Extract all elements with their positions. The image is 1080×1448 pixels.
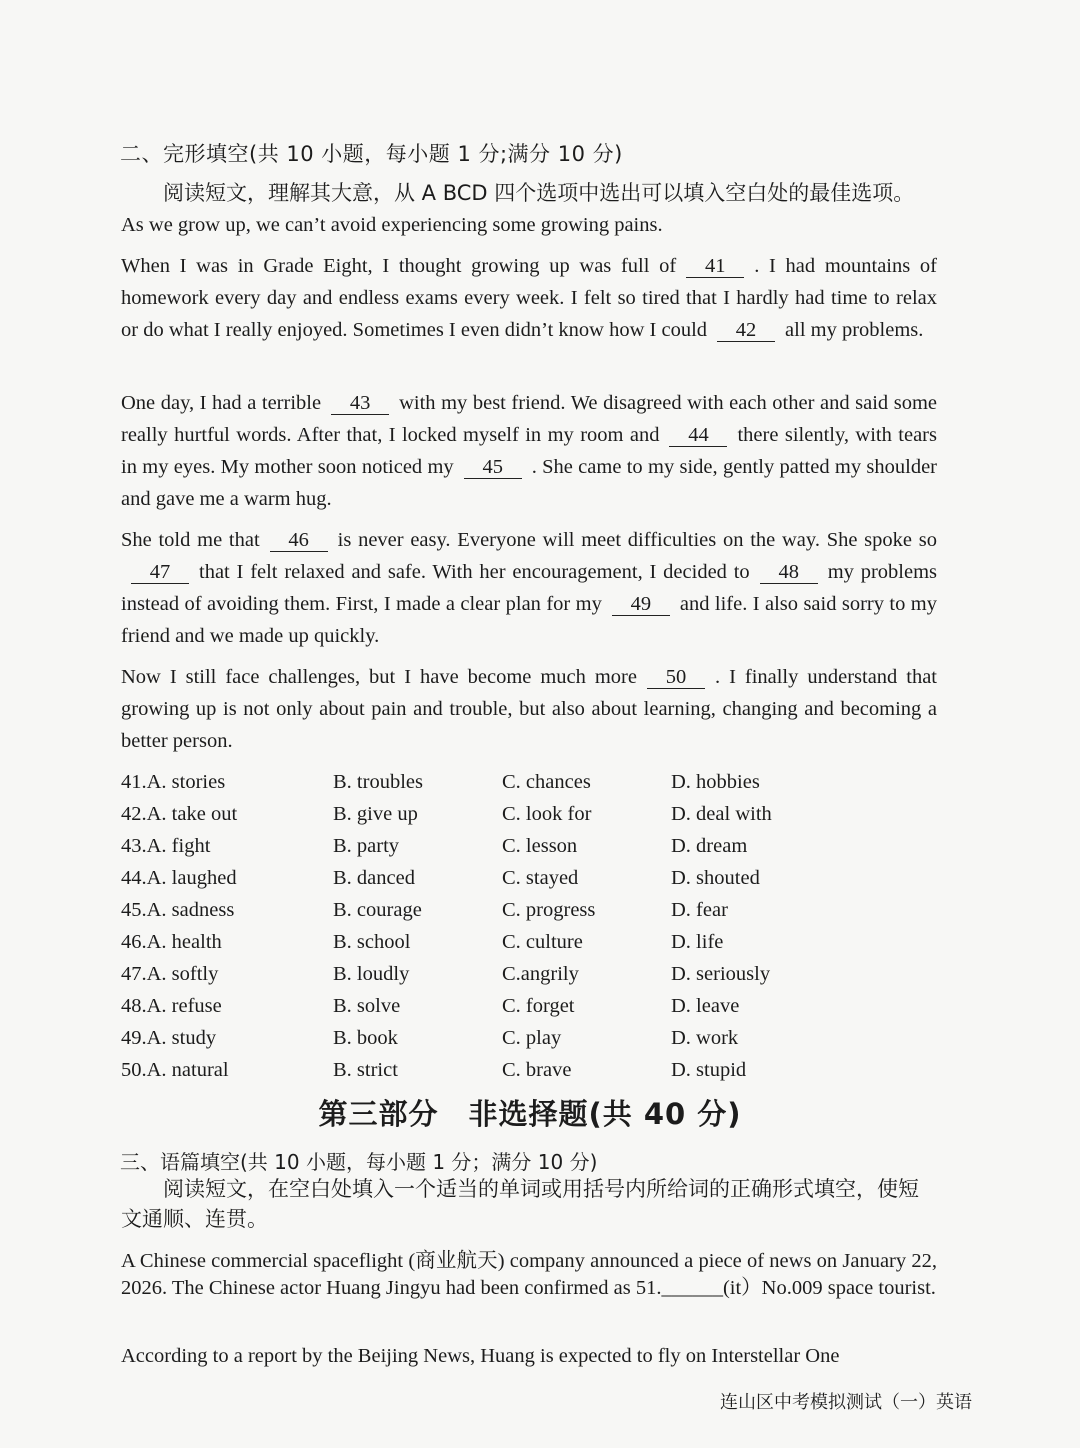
option-c: C. progress — [502, 899, 596, 921]
blank-47: 47 — [131, 561, 189, 584]
option-d: D. fear — [671, 899, 728, 921]
option-b: B. book — [333, 1027, 398, 1049]
text: is never easy. Everyone will meet difficulties on the way. She spoke so — [337, 529, 937, 551]
option-row-41 — [121, 766, 821, 798]
page-footer: 连山区中考模拟测试（一）英语 — [720, 1392, 972, 1413]
text: there silently, with tears in my eyes. My mother soon noticed my — [121, 424, 937, 478]
option-c: C. play — [502, 1027, 562, 1049]
blank-44: 44 — [669, 424, 727, 447]
option-row-45 — [121, 894, 821, 926]
option-c: C. stayed — [502, 867, 579, 889]
option-b: B. troubles — [333, 771, 423, 793]
option-b: B. solve — [333, 995, 401, 1017]
options-list — [121, 766, 821, 1086]
passage-intro: As we grow up, we can’t avoid experiencing some growing pains. — [121, 214, 663, 236]
text: . I had mountains of homework every day and endless exams every week. I felt so tired that I hardly had time to relax or do what I really enjoyed. Sometimes I even didn’t know how I could — [121, 255, 937, 341]
option-row-42 — [121, 798, 821, 830]
blank-48: 48 — [760, 561, 818, 584]
section-3-instruction: 阅读短文，在空白处填入一个适当的单词或用括号内所给词的正确形式填空，使短文通顺、连贯。 — [121, 1177, 919, 1231]
option-row-43 — [121, 830, 821, 862]
text: She told me that — [121, 529, 260, 551]
option-row-47 — [121, 958, 821, 990]
blank-45: 45 — [464, 456, 522, 479]
option-a: 43.A. fight — [121, 835, 211, 857]
option-c: C. chances — [502, 771, 591, 793]
option-a: 42.A. take out — [121, 803, 238, 825]
section-3-paragraph-1: A Chinese commercial spaceflight (商业航天) company announced a piece of news on January 22, 2026. The Chinese actor Huang Jingyu had been confirmed as 51.______(it）No.009 space tourist. — [121, 1250, 937, 1299]
option-b: B. give up — [333, 803, 418, 825]
option-row-48 — [121, 990, 821, 1022]
text: with my best friend. We disagreed with each other and said some really hurtful words. After that, I locked myself in my room and — [121, 392, 937, 446]
option-d: D. dream — [671, 835, 748, 857]
option-a: 50.A. natural — [121, 1059, 229, 1081]
option-c: C. brave — [502, 1059, 572, 1081]
blank-41: 41 — [686, 255, 744, 278]
option-b: B. loudly — [333, 963, 410, 985]
part-3-title: 第三部分 非选择题(共 40 分) — [318, 1097, 742, 1131]
option-a: 46.A. health — [121, 931, 222, 953]
option-d: D. seriously — [671, 963, 771, 985]
option-row-50 — [121, 1054, 821, 1086]
passage-paragraph-2 — [121, 387, 937, 515]
option-d: D. stupid — [671, 1059, 747, 1081]
option-row-49 — [121, 1022, 821, 1054]
option-a: 48.A. refuse — [121, 995, 222, 1017]
option-c: C.angrily — [502, 963, 579, 985]
section-2-instruction: 阅读短文，理解其大意，从 A BCD 四个选项中选出可以填入空白处的最佳选项。 — [163, 181, 915, 205]
text: and life. I also said sorry to my friend and we made up quickly. — [121, 593, 937, 647]
option-c: C. look for — [502, 803, 592, 825]
option-a: 44.A. laughed — [121, 867, 237, 889]
option-c: C. forget — [502, 995, 575, 1017]
blank-42: 42 — [717, 319, 775, 342]
passage-paragraph-3 — [121, 524, 937, 652]
option-a: 45.A. sadness — [121, 899, 235, 921]
text: One day, I had a terrible — [121, 392, 322, 414]
passage-paragraph-1 — [121, 250, 937, 346]
passage-paragraph-4 — [121, 661, 937, 757]
option-d: D. work — [671, 1027, 739, 1049]
option-d: D. shouted — [671, 867, 760, 889]
option-d: D. life — [671, 931, 724, 953]
option-a: 47.A. softly — [121, 963, 219, 985]
option-row-44 — [121, 862, 821, 894]
blank-49: 49 — [612, 593, 670, 616]
option-d: D. leave — [671, 995, 740, 1017]
option-a: 41.A. stories — [121, 771, 226, 793]
text: . I finally understand that growing up is not only about pain and trouble, but also about learning, changing and becoming a better person. — [121, 666, 937, 752]
option-a: 49.A. study — [121, 1027, 217, 1049]
section-3-title: 三、语篇填空(共 10 小题，每小题 1 分；满分 10 分) — [120, 1150, 598, 1174]
option-b: B. strict — [333, 1059, 398, 1081]
text: . She came to my side, gently patted my shoulder and gave me a warm hug. — [121, 456, 938, 510]
text: my problems instead of avoiding them. First, I made a clear plan for my — [121, 561, 937, 615]
section-3-paragraph-2: According to a report by the Beijing News, Huang is expected to fly on Interstellar One — [121, 1345, 840, 1367]
text: Now I still face challenges, but I have become much more — [121, 666, 637, 688]
option-b: B. party — [333, 835, 400, 857]
option-d: D. deal with — [671, 803, 772, 825]
option-row-46 — [121, 926, 821, 958]
option-c: C. culture — [502, 931, 583, 953]
blank-50: 50 — [647, 666, 705, 689]
option-b: B. school — [333, 931, 411, 953]
text: that I felt relaxed and safe. With her encouragement, I decided to — [199, 561, 750, 583]
text: all my problems. — [785, 319, 924, 341]
blank-46: 46 — [270, 529, 328, 552]
section-2-title: 二、完形填空(共 10 小题，每小题 1 分;满分 10 分) — [120, 142, 623, 166]
option-d: D. hobbies — [671, 771, 760, 793]
option-c: C. lesson — [502, 835, 578, 857]
text: When I was in Grade Eight, I thought growing up was full of — [121, 255, 677, 277]
blank-43: 43 — [331, 392, 389, 415]
option-b: B. danced — [333, 867, 415, 889]
option-b: B. courage — [333, 899, 422, 921]
